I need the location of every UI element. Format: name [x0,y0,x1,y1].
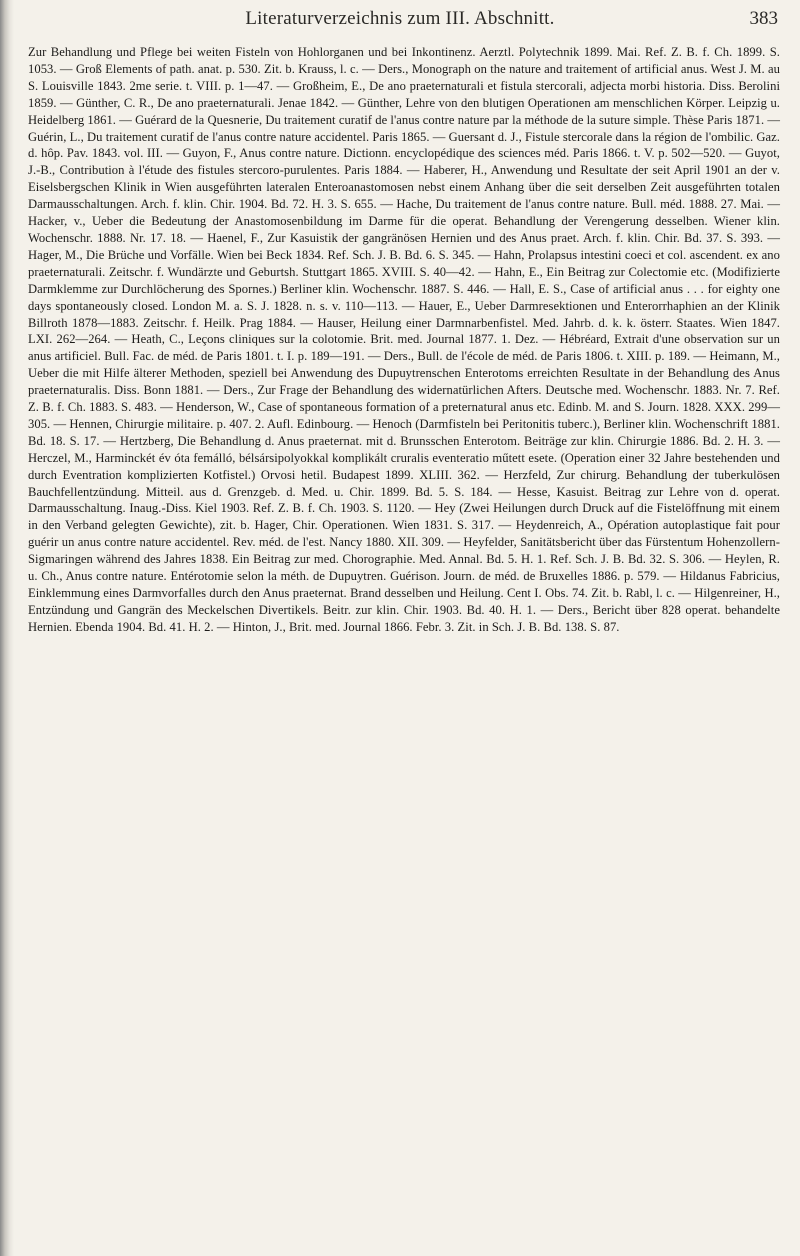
binding-shadow [0,0,14,1256]
page-header [0,6,800,40]
bibliography-paragraph: Zur Behandlung und Pflege bei weiten Fisteln von Hohlorganen und bei Inkontinenz. Aerztl. Polytechnik 1899. Mai. Ref. Z. B. f. Ch. 1899. S. 1053. — Groß Elements of path. anat. p. 530. Zit. b. Krauss, l. c. — Ders., Monograph on the nature and traitement of artificial anus. West J. M. au S. Louisville 1843. 2me serie. t. VIII. p. 1—47. — Großheim, E., De ano praeternaturali et fistula stercorali, adjecta morbi historia. Diss. Berolini 1859. — Günther, C. R., De ano praeternaturali. Jenae 1842. — Günther, Lehre von den blutigen Operationen am menschlichen Körper. Leipzig u. Heidelberg 1861. — Guérard de la Quesnerie, Du traitement curatif de l'anus contre nature par la méthode de la suture simple. Thèse Paris 1871. — Guérin, L., Du traitement curatif de l'anus contre nature accidentel. Paris 1865. — Guersant d. J., Fistule stercorale dans la région de l'ombilic. Gaz. d. hôp. Pav. 1843. vol. III. — Guyon, F., Anus contre nature. Dictionn. encyclopédique des sciences méd. Paris 1866. t. V. p. 502—520. — Guyot, J.-B., Contribution à l'étude des fistules stercoro-purulentes. Paris 1884. — Haberer, H., Anwendung und Resultate der seit April 1901 an der v. Eiselsbergschen Klinik in Wien ausgeführten lateralen Enteroanastomosen nebst einem Anhang über die seit derselben Zeit ausgeführten totalen Darmausschaltungen. Arch. f. klin. Chir. 1904. Bd. 72. H. 3. S. 655. — Hache, Du traitement de l'anus contre nature. Bull. méd. 1888. 27. Mai. — Hacker, v., Ueber die Bedeutung der Anastomosenbildung im Darme für die operat. Behandlung der Verengerung desselben. Wiener klin. Wochenschr. 1888. Nr. 17. 18. — Haenel, F., Zur Kasuistik der gangränösen Hernien und des Anus praet. Arch. f. klin. Chir. Bd. 37. S. 393. — Hager, M., Die Brüche und Vorfälle. Wien bei Beck 1834. Ref. Sch. J. B. Bd. 6. S. 345. — Hahn, Prolapsus intestini coeci et col. ascendent. ex ano praeternaturali. Zeitschr. f. Wundärzte und Geburtsh. Stuttgart 1865. XVIII. S. 40—42. — Hahn, E., Ein Beitrag zur Colectomie etc. (Modifizierte Darmklemme zur Durchlöcherung des Spornes.) Berliner klin. Wochenschr. 1887. S. 446. — Hall, E. S., Case of artificial anus . . . for eighty one days spontaneously closed. London M. a. S. J. 1828. n. s. v. 110—113. — Hauer, E., Ueber Darmresektionen und Enterorrhaphien an der Klinik Billroth 1878—1883. Zeitschr. f. Heilk. Prag 1884. — Hauser, Heilung einer Darmnarbenfistel. Med. Jahrb. d. k. k. österr. Staates. Wien 1847. LXI. 262—264. — Heath, C., Leçons cliniques sur la colotomie. Brit. med. Journal 1877. 1. Dez. — Hébréard, Extrait d'une observation sur un anus artificiel. Bull. Fac. de méd. de Paris 1801. t. I. p. 189—191. — Ders., Bull. de l'école de méd. de Paris 1806. t. XIII. p. 189. — Heimann, M., Ueber die mit Hilfe älterer Methoden, speziell bei Anwendung des Dupuytrenschen Enterotoms erreichten Resultate in der Behandlung des Anus praeternaturalis. Diss. Bonn 1881. — Ders., Zur Frage der Behandlung des widernatürlichen Afters. Deutsche med. Wochenschr. 1883. Nr. 7. Ref. Z. B. f. Ch. 1883. S. 483. — Henderson, W., Case of spontaneous formation of a preternatural anus etc. Edinb. M. and S. Journ. 1828. XXX. 299—305. — Hennen, Chirurgie militaire. p. 407. 2. Aufl. Edinbourg. — Henoch (Darmfisteln bei Peritonitis tuberc.), Berliner klin. Wochenschrift 1881. Bd. 18. S. 17. — Hertzberg, Die Behandlung d. Anus praeternat. mit d. Brunsschen Enterotom. Beiträge zur klin. Chirurgie 1886. Bd. 2. H. 3. — Herczel, M., Harminckét év óta femálló, bélsársipolyokkal komplikált cruralis eventeratio műtett esete. (Operation einer 32 Jahre bestehenden und durch Eventration komplizierten Kotfistel.) Orvosi hetil. Budapest 1899. XLIII. 362. — Herzfeld, Zur chirurg. Behandlung der tuberkulösen Bauchfellentzündung. Mitteil. aus d. Grenzgeb. d. Med. u. Chir. 1899. Bd. 5. S. 184. — Hesse, Kasuist. Beitrag zur Lehre von d. operat. Darmausschaltung. Inaug.-Diss. Kiel 1903. Ref. Z. B. f. Ch. 1903. S. 1120. — Hey (Zwei Heilungen durch Druck auf die Fistelöffnung mit einem in den Verband gelegten Gewichte), zit. b. Hager, Chir. Operationen. Wien 1831. S. 317. — Heydenreich, A., Opération autoplastique fait pour guérir un anus contre nature accidentel. Rev. méd. de l'est. Nancy 1880. XII. 309. — Heyfelder, Sanitätsbericht über das Fürstentum Hohenzollern-Sigmaringen während des Jahres 1838. Ein Beitrag zur med. Chorographie. Med. Annal. Bd. 5. H. 1. Ref. Sch. J. B. Bd. 32. S. 306. — Heylen, R. u. Ch., Anus contre nature. Entérotomie selon la méth. de Dupuytren. Guérison. Journ. de méd. de Bruxelles 1886. p. 579. — Hildanus Fabricius, Einklemmung eines Darmvorfalles durch den Anus praeternat. Brand desselben und Heilung. Cent I. Obs. 74. Zit. b. Rabl, l. c. — Hilgenreiner, H., Entzündung und Gangrän des Meckelschen Divertikels. Beitr. zur klin. Chir. 1903. Bd. 40. H. 1. — Ders., Bericht über 828 operat. behandelte Hernien. Ebenda 1904. Bd. 41. H. 2. — Hinton, J., Brit. med. Journal 1866. Febr. 3. Zit. in Sch. J. B. Bd. 138. S. 87. [28,45,780,634]
running-head: Literaturverzeichnis zum III. Abschnitt. [245,8,555,29]
page-number: 383 [749,8,778,29]
